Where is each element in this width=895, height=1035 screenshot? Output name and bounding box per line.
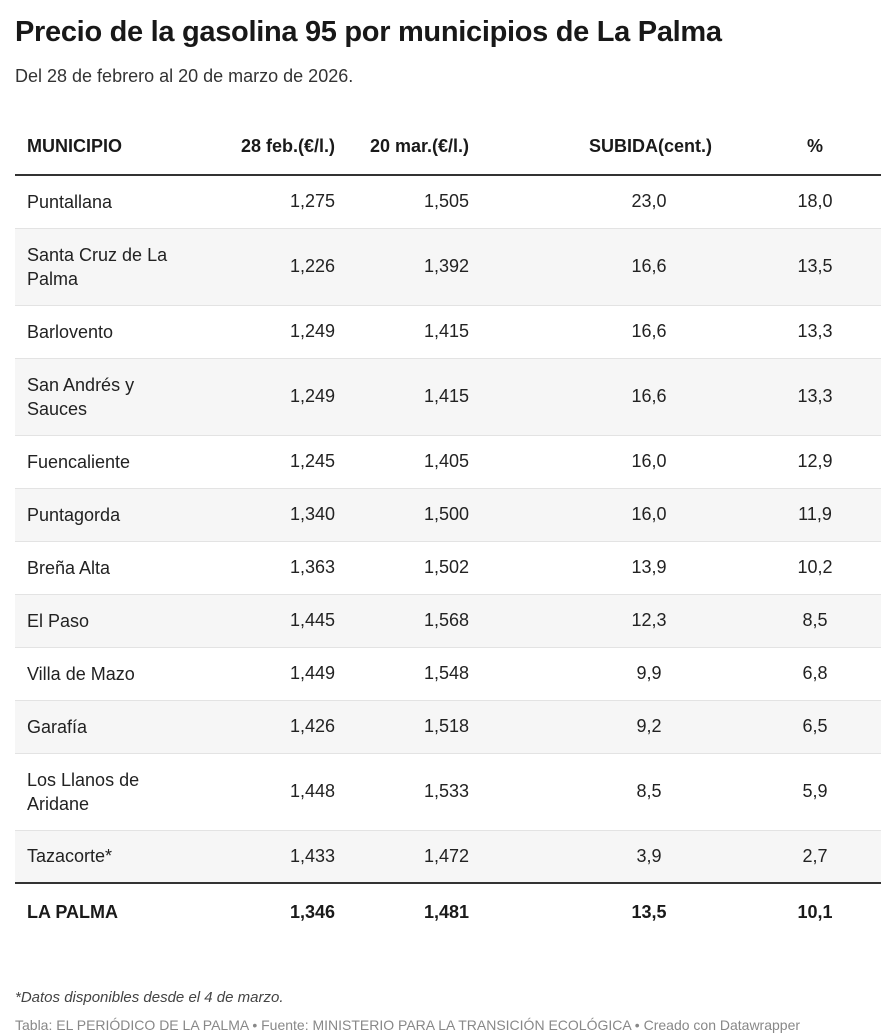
table-row bbox=[15, 541, 881, 594]
total-feb: 1,346 bbox=[185, 883, 335, 940]
cell-municipio: Puntagorda bbox=[15, 488, 185, 541]
cell-subida: 12,3 bbox=[589, 594, 709, 647]
cell-percent: 13,5 bbox=[709, 228, 881, 305]
cell-percent: 6,5 bbox=[709, 700, 881, 753]
cell-28-feb: 1,340 bbox=[185, 488, 335, 541]
cell-28-feb: 1,249 bbox=[185, 305, 335, 358]
table-row bbox=[15, 305, 881, 358]
cell-subida: 13,9 bbox=[589, 541, 709, 594]
source-footer: Tabla: EL PERIÓDICO DE LA PALMA • Fuente: MINISTERIO PARA LA TRANSICIÓN ECOLÓGICA • Creado con Datawrapper bbox=[15, 1017, 801, 1033]
cell-municipio: San Andrés y Sauces bbox=[15, 358, 185, 435]
cell-28-feb: 1,449 bbox=[185, 647, 335, 700]
cell-percent: 10,2 bbox=[709, 541, 881, 594]
cell-20-mar: 1,518 bbox=[335, 700, 589, 753]
cell-municipio: Puntallana bbox=[15, 175, 185, 228]
cell-municipio: Barlovento bbox=[15, 305, 185, 358]
table-row bbox=[15, 753, 881, 830]
cell-percent: 12,9 bbox=[709, 435, 881, 488]
cell-subida: 16,0 bbox=[589, 435, 709, 488]
total-row bbox=[15, 883, 881, 940]
header-28-feb[interactable]: 28 feb.(€/l.) bbox=[185, 118, 335, 175]
header-percent[interactable]: % bbox=[709, 118, 881, 175]
cell-20-mar: 1,505 bbox=[335, 175, 589, 228]
cell-municipio: Los Llanos de Aridane bbox=[15, 753, 185, 830]
table-row bbox=[15, 358, 881, 435]
cell-municipio: Garafía bbox=[15, 700, 185, 753]
table-note: *Datos disponibles desde el 4 de marzo. bbox=[15, 989, 284, 1006]
cell-28-feb: 1,275 bbox=[185, 175, 335, 228]
cell-20-mar: 1,548 bbox=[335, 647, 589, 700]
cell-percent: 11,9 bbox=[709, 488, 881, 541]
cell-20-mar: 1,392 bbox=[335, 228, 589, 305]
cell-municipio: Fuencaliente bbox=[15, 435, 185, 488]
table-row bbox=[15, 594, 881, 647]
total-municipio: LA PALMA bbox=[15, 883, 185, 940]
table-footer bbox=[15, 883, 881, 940]
fuel-price-table bbox=[15, 118, 881, 940]
cell-percent: 2,7 bbox=[709, 830, 881, 883]
cell-28-feb: 1,433 bbox=[185, 830, 335, 883]
cell-percent: 13,3 bbox=[709, 305, 881, 358]
cell-subida: 3,9 bbox=[589, 830, 709, 883]
cell-percent: 18,0 bbox=[709, 175, 881, 228]
cell-percent: 8,5 bbox=[709, 594, 881, 647]
header-row bbox=[15, 118, 881, 175]
cell-percent: 5,9 bbox=[709, 753, 881, 830]
header-municipio[interactable]: MUNICIPIO bbox=[15, 118, 185, 175]
cell-20-mar: 1,500 bbox=[335, 488, 589, 541]
table-row bbox=[15, 830, 881, 883]
header-20-mar[interactable]: 20 mar.(€/l.) bbox=[335, 118, 589, 175]
cell-28-feb: 1,249 bbox=[185, 358, 335, 435]
table-row bbox=[15, 700, 881, 753]
header-subida[interactable]: SUBIDA(cent.) bbox=[589, 118, 709, 175]
total-subida: 13,5 bbox=[589, 883, 709, 940]
table-title: Precio de la gasolina 95 por municipios de La Palma bbox=[15, 16, 722, 48]
cell-subida: 16,6 bbox=[589, 305, 709, 358]
cell-20-mar: 1,533 bbox=[335, 753, 589, 830]
cell-subida: 16,6 bbox=[589, 358, 709, 435]
cell-28-feb: 1,363 bbox=[185, 541, 335, 594]
cell-subida: 9,9 bbox=[589, 647, 709, 700]
table-body bbox=[15, 175, 881, 883]
table-row bbox=[15, 488, 881, 541]
cell-28-feb: 1,445 bbox=[185, 594, 335, 647]
cell-28-feb: 1,448 bbox=[185, 753, 335, 830]
total-percent: 10,1 bbox=[709, 883, 881, 940]
table-row bbox=[15, 435, 881, 488]
table-row bbox=[15, 647, 881, 700]
table-subtitle: Del 28 de febrero al 20 de marzo de 2026. bbox=[15, 66, 354, 86]
cell-28-feb: 1,426 bbox=[185, 700, 335, 753]
table-header bbox=[15, 118, 881, 175]
cell-20-mar: 1,405 bbox=[335, 435, 589, 488]
cell-municipio: Villa de Mazo bbox=[15, 647, 185, 700]
cell-20-mar: 1,568 bbox=[335, 594, 589, 647]
cell-subida: 16,0 bbox=[589, 488, 709, 541]
cell-subida: 16,6 bbox=[589, 228, 709, 305]
cell-28-feb: 1,245 bbox=[185, 435, 335, 488]
cell-percent: 6,8 bbox=[709, 647, 881, 700]
cell-subida: 23,0 bbox=[589, 175, 709, 228]
cell-20-mar: 1,415 bbox=[335, 358, 589, 435]
cell-municipio: El Paso bbox=[15, 594, 185, 647]
table-row bbox=[15, 175, 881, 228]
total-mar: 1,481 bbox=[335, 883, 589, 940]
cell-municipio: Santa Cruz de La Palma bbox=[15, 228, 185, 305]
cell-20-mar: 1,472 bbox=[335, 830, 589, 883]
cell-20-mar: 1,502 bbox=[335, 541, 589, 594]
cell-subida: 8,5 bbox=[589, 753, 709, 830]
cell-municipio: Tazacorte* bbox=[15, 830, 185, 883]
cell-subida: 9,2 bbox=[589, 700, 709, 753]
cell-28-feb: 1,226 bbox=[185, 228, 335, 305]
cell-20-mar: 1,415 bbox=[335, 305, 589, 358]
table-row bbox=[15, 228, 881, 305]
cell-percent: 13,3 bbox=[709, 358, 881, 435]
cell-municipio: Breña Alta bbox=[15, 541, 185, 594]
